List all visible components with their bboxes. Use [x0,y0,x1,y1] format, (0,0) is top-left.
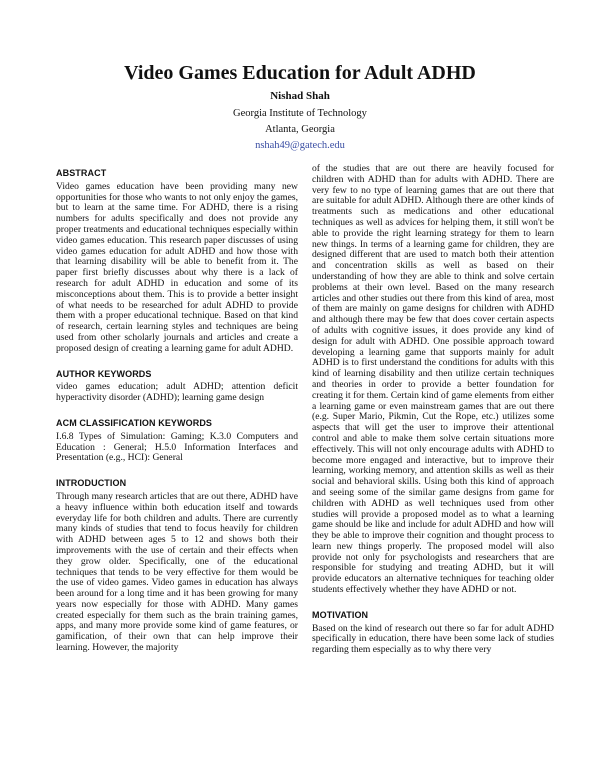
author-email[interactable]: nshah49@gatech.edu [255,140,345,151]
abstract-section [56,168,298,355]
introduction-body-right: of the studies that are out there are heavily focused for children with ADHD than for adults with ADHD. There are very few to no type of learning games that are out there that are suitable for adult ADHD. Although there are other kinds of treatments such as medications and other educational techniques as well as advices for helping them, it still won't be able to provide the right learning strategy for them to learn new things. In terms of a learning game for children, they are designed different that are used to match both their attention and concentration skills as well as based on their understanding of how they are able to think and solve certain problems at their own level. Based on the many research articles and other studies out there from this kind of area, most of them are mainly on game designs for children with ADHD and although there may be few that does cover certain aspects of adults with cognitive issues, it does provide any kind of design for adult with ADHD. One possible approach toward developing a learning game that supports mainly for adult ADHD is to first understand the conditions for adults with this kind of learning disability and then utilize certain techniques and theories in order to provide a better foundation for creating it for them. Certain kind of game elements from either a learning game or even mainstream games that are out there (e.g. Super Mario, Pikmin, Cut the Rope, etc.) utilizes some aspects that will get the user to improve their attentional control and able to make them solve certain situations more effectively. This will not only encourage adults with ADHD to become more engaged and interactive, but to improve their learning, working memory, and attention skills as well as their social and behavioral skills. Using both this kind of approach and seeing some of the similar game designs from game for children with ADHD as well techniques used from other studies will provide a proposed model as to what a learning game should be like and include for adult ADHD and how will they be able to improve their cognition and thought process to learn new things properly. The proposed model will also provide not only for psychologists and researchers that are responsible for studying and treating ADHD, but it will provide educators an alternative techniques for teaching older students effectively whether they have ADHD or not. [312,163,554,596]
acm-keywords-heading: ACM CLASSIFICATION KEYWORDS [56,417,213,428]
abstract-heading: ABSTRACT [56,168,107,178]
abstract-body: Video games education have been providing many new opportunities for those who wants to not only enjoy the games, but to learn at the same time. For ADHD, there is a rising numbers for adults specifically and does not provide any proper treatments and educational techniques especially within video games education. This research paper discusses of using video games education for adult ADHD and how those with that learning disability will be able to benefit from it. The paper first briefly discusses about why there is a lack of research for adult ADHD in education and some of its misconceptions about them. This is to provide a better insight of what needs to be researched for adult ADHD to provide them with a proper educational technique. Based on that kind of research, certain learning styles and techniques are being used from other scholarly journals and articles and create a proposed design of creating a learning game for adult ADHD. [56,180,298,354]
motivation-body: Based on the kind of research out there so far for adult ADHD specifically in education, there have been some lack of studies regarding them especially as to why there very [312,622,554,656]
right-column [312,164,554,656]
author-name: Nishad Shah [270,90,330,102]
author-keywords-section [56,369,298,404]
left-column [56,168,298,654]
author-keywords-body: video games education; adult ADHD; attention deficit hyperactivity disorder (ADHD); learning game design [56,381,298,404]
introduction-section [56,478,298,654]
introduction-body-left: Through many research articles that are out there, ADHD have a heavy influence within both education itself and towards everyday life for both children and adults. There are currently many kinds of studies that tend to focus heavily for children with ADHD between ages 5 to 12 and shows both their improvements with the use of certain and their effects when they grow older. Specifically, one of the educational techniques that tends to be very effective for them would be the use of video games. Video games in education has always been around for a long time and it has been growing for many years now especially for those with ADHD. Many games created especially for them such as the brain training games, apps, and many more provide some kind of game features, or gamification, of their own that can help improve their learning. However, the majority [56,490,298,654]
acm-keywords-section [56,418,298,464]
author-location: Atlanta, Georgia [265,124,335,135]
acm-keywords-body: I.6.8 Types of Simulation: Gaming; K.3.0 Computers and Education : General; H.5.0 Information Interfaces and Presentation (e.g., HCI): General [56,430,298,464]
motivation-heading: MOTIVATION [312,609,369,620]
paper-title: Video Games Education for Adult ADHD [124,62,476,84]
motivation-section [312,610,554,656]
author-institution: Georgia Institute of Technology [233,108,367,119]
author-keywords-heading: AUTHOR KEYWORDS [56,368,152,379]
introduction-heading: INTRODUCTION [56,478,127,489]
